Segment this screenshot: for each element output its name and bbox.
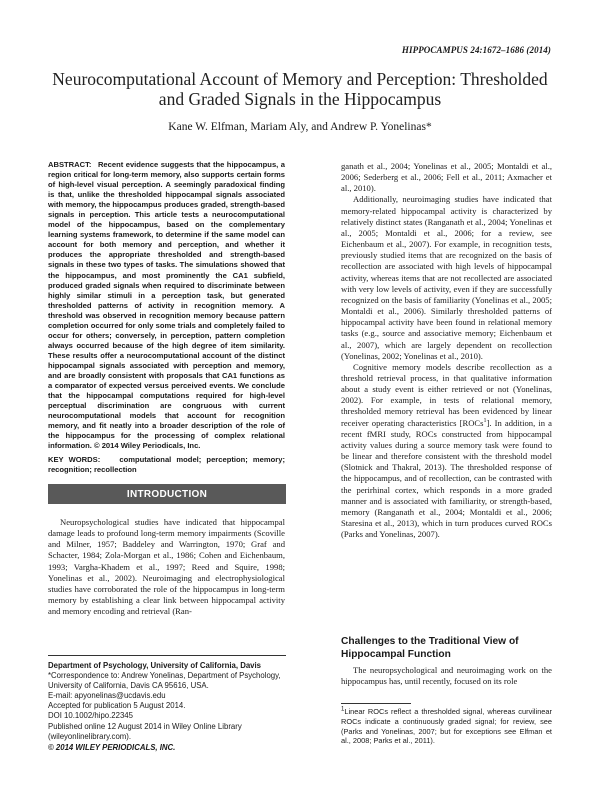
abstract-label: ABSTRACT:: [48, 160, 92, 169]
introduction-heading: INTRODUCTION: [48, 484, 286, 504]
abstract: [48, 160, 285, 451]
right-column-continued: [341, 665, 552, 687]
paper-title: [40, 69, 560, 109]
email: E-mail: apyonelinas@ucdavis.edu: [48, 691, 166, 701]
right-paragraph-0: ganath et al., 2004; Yonelinas et al., 2005; Montaldi et al., 2006; Sederberg et al., 2006; Fell et al., 2011; Axmacher et al., 2010).: [341, 161, 552, 194]
published-online: Published online 12 August 2014 in Wiley Online Library (wileyonlinelibrary.com).: [48, 721, 242, 741]
intro-paragraph-1: Neuropsychological studies have indicated that hippocampal damage leads to profound long-term memory impairments (Scoville and Milner, 1957; Baddeley and Warrington, 1970; Graf and Schacter, 1984; Zola-Morgan et al., 1986; Cohen and Eichenbaum, 1993; Vargha-Khadem et al., 1997; Reed and Squire, 1998; Yonelinas et al., 2002). Neuroimaging and electrophysiological studies have corroborated the role of the hippocampus in long-term memory by establishing a clear link between hippocampal activity and memory encoding and retrieval (Ran-: [48, 517, 285, 617]
right-paragraph-3: The neuropsychological and neuroimaging work on the hippocampus has, until recently, focused on its role: [341, 665, 552, 687]
abstract-copyright: © 2014 Wiley Periodicals, Inc.: [94, 441, 201, 451]
footnote-divider: [341, 703, 411, 704]
correspondence: *Correspondence to: Andrew Yonelinas, Department of Psychology, University of California, Davis CA 95616, USA.: [48, 671, 281, 691]
abstract-text: Recent evidence suggests that the hippocampus, a region critical for long-term memory, also supports certain forms of high-level visual perception. A seemingly paradoxical finding is that, unlike the thresholded hippocampal signals associated with memory, the hippocampus produces graded, strength-based signals in perception. This article tests a neurocomputational model of the hippocampus, based on the complementary learning systems framework, to determine if the same model can account for both memory and perception, and whether it produces the appropriate thresholded and strength-based signals in these two types of tasks. The simulations showed that the hippocampus, and most prominently the CA1 subfield, produced graded signals when required to discriminate between highly similar stimuli in a perception task, but generated thresholded patterns of activity in recognition memory. A threshold was observed in recognition memory because pattern completion occurred for only some trials and completely failed to occur for others; conversely, in perception, pattern completion always occurred because of the high degree of item similarity. These results offer a neurocomputational account of the distinct hippocampal signals associated with perception and memory, and are broadly consistent with proposals that CA1 functions as a comparator of expected versus perceived events. We conclude that the hippocampal computations required for high-level perceptual discrimination are congruous with current neurocomputational models that account for recognition memory, and fit neatly into a broader description of the role of the hippocampus for the processing of complex relational information.: [48, 160, 285, 451]
introduction-body: [48, 517, 285, 617]
right-paragraph-1: Additionally, neuroimaging studies have indicated that memory-related hippocampal activity is characterized by relatively distinct states (Ranganath et al., 2004; Yonelinas et al., 2005; Montaldi et al., 2006; for a review, see Eichenbaum et al., 2007). For example, in recognition tests, previously studied items that are recognized on the basis of recollection are associated with high levels of hippocampal activity, whereas items that are not recollected are associated with very low levels of activity, even if they are successfully recognized on the basis of familiarity (Yonelinas et al., 2005; Montaldi et al., 2006). Similarly thresholded patterns of hippocampal activity have been found in relational memory tasks (e.g., source and associative memory; Eichenbaum et al., 2007), which are largely dependent on recollection (Yonelinas, 2002; Yonelinas et al., 2010).: [341, 194, 552, 361]
section-heading-challenges: Challenges to the Traditional View of Hippocampal Function: [341, 636, 519, 660]
keywords-text: computational model; perception; memory; recognition; recollection: [48, 455, 285, 475]
journal-citation: HIPPOCAMPUS 24:1672–1686 (2014): [401, 45, 551, 55]
title-line-2: and Graded Signals in the Hippocampus: [158, 89, 442, 109]
footnote: [341, 707, 552, 746]
accepted-date: Accepted for publication 5 August 2014.: [48, 701, 186, 711]
authors: Kane W. Elfman, Mariam Aly, and Andrew P. Yonelinas*: [168, 121, 432, 133]
footnote-number: 1: [341, 706, 345, 713]
right-paragraph-2a: Cognitive memory models describe recollection as a threshold retrieval process, in that qualitative information about a study event is either retrieved or not (Yonelinas, 2002). For example, in tests of relational memory, thresholded memory retrieval has been evidenced by linear receiver operating characteristics [ROCs: [341, 361, 552, 428]
right-column-body: [341, 161, 552, 540]
footnote-ref: 1: [483, 417, 487, 424]
keywords-label: KEY WORDS:: [48, 455, 101, 464]
affiliation-divider: [48, 655, 286, 656]
affiliation-department: Department of Psychology, University of California, Davis: [48, 661, 262, 670]
keywords: [48, 455, 285, 475]
title-line-1: Neurocomputational Account of Memory and Perception: Thresholded: [52, 69, 548, 89]
right-paragraph-2: [341, 362, 552, 541]
right-paragraph-2b: ]. In addition, in a recent fMRI study, ROCs constructed from hippocampal activity values during a source memory task were found to be linear and therefore consistent with the threshold model (Slotnick and Thakral, 2013). The thresholded response of the hippocampus, and of recollection, can be contrasted with the perirhinal cortex, which responds in a more graded manner and is associated with familiarity, or strength-based, memory (Ranganath et al., 2004; Montaldi et al., 2006; Staresina et al., 2013), which in turn produces curved ROCs (Parks and Yonelinas, 2007).: [341, 417, 552, 540]
footnote-text: Linear ROCs reflect a thresholded signal, whereas curvilinear ROCs indicate a continuously graded signal; for review, see (Parks and Yonelinas, 2007; but for exceptions see Elfman et al., 2008; Parks et al., 2011).: [341, 707, 552, 746]
doi: DOI 10.1002/hipo.22345: [48, 711, 133, 721]
affiliation-block: [48, 661, 285, 742]
footer-copyright: © 2014 WILEY PERIODICALS, INC.: [48, 743, 176, 752]
